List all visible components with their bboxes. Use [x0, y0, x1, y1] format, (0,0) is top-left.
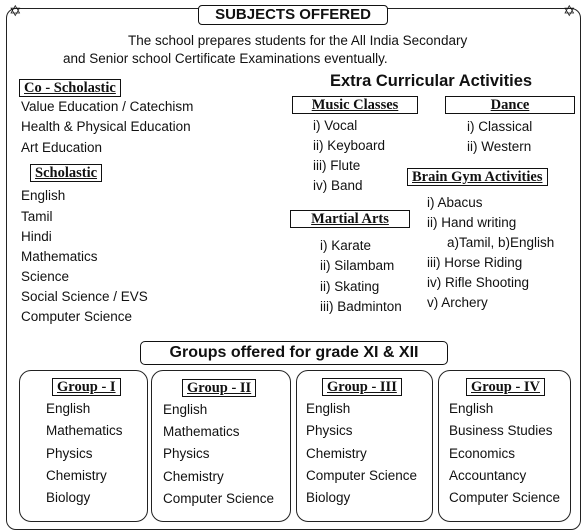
group-4-item: Business Studies: [449, 423, 553, 438]
brain-gym-item: iv) Rifle Shooting: [427, 275, 530, 290]
scholastic-item: Hindi: [21, 229, 52, 244]
group-3-box: [296, 370, 433, 522]
scholastic-item: Science: [21, 269, 70, 284]
group-3-item: Chemistry: [306, 446, 367, 461]
page-title: SUBJECTS OFFERED: [198, 5, 388, 25]
group-1-item: Chemistry: [46, 468, 107, 483]
group-2-box: [151, 370, 291, 522]
left-corner-ornament-icon: ✡: [9, 3, 22, 20]
brain-gym-item: iii) Horse Riding: [427, 255, 523, 270]
co-scholastic-item: Value Education / Catechism: [21, 99, 194, 114]
group-4-item: Economics: [449, 446, 516, 461]
music-item: ii) Keyboard: [313, 138, 386, 153]
martial-arts-item: ii) Silambam: [320, 258, 395, 273]
right-corner-ornament-icon: ✡: [563, 3, 576, 20]
dance-item: i) Classical: [467, 119, 533, 134]
group-2-item: Physics: [163, 446, 210, 461]
groups-title: Groups offered for grade XI & XII: [140, 341, 448, 365]
music-item: iii) Flute: [313, 158, 361, 173]
co-scholastic-item: Art Education: [21, 140, 103, 155]
dance-item: ii) Western: [467, 139, 532, 154]
intro-line-2: and Senior school Certificate Examinations eventually.: [63, 51, 388, 66]
martial-arts-item: ii) Skating: [320, 279, 380, 294]
group-4-box: [438, 370, 571, 522]
scholastic-heading: Scholastic: [30, 164, 102, 182]
group-3-item: English: [306, 401, 351, 416]
brain-gym-item: a)Tamil, b)English: [447, 235, 555, 250]
brain-gym-item: ii) Hand writing: [427, 215, 517, 230]
music-classes-heading: Music Classes: [292, 96, 418, 114]
scholastic-item: Social Science / EVS: [21, 289, 148, 304]
scholastic-item: English: [21, 188, 66, 203]
group-4-item: Computer Science: [449, 490, 561, 505]
group-3-heading: Group - III: [322, 378, 402, 396]
scholastic-item: Mathematics: [21, 249, 98, 264]
martial-arts-heading: Martial Arts: [290, 210, 410, 228]
martial-arts-item: iii) Badminton: [320, 299, 402, 314]
group-2-item: Mathematics: [163, 424, 240, 439]
music-item: iv) Band: [313, 178, 363, 193]
group-4-item: English: [449, 401, 494, 416]
group-1-item: Biology: [46, 490, 91, 505]
extra-curricular-heading: Extra Curricular Activities: [330, 72, 533, 90]
group-2-item: Computer Science: [163, 491, 275, 506]
group-2-heading: Group - II: [182, 379, 256, 397]
intro-line-1: The school prepares students for the All India Secondary: [128, 33, 468, 48]
group-3-item: Computer Science: [306, 468, 418, 483]
music-item: i) Vocal: [313, 118, 358, 133]
martial-arts-item: i) Karate: [320, 238, 372, 253]
group-1-box: [19, 370, 148, 522]
group-2-item: Chemistry: [163, 469, 224, 484]
group-1-item: Physics: [46, 446, 93, 461]
group-2-item: English: [163, 402, 208, 417]
group-1-item: Mathematics: [46, 423, 123, 438]
scholastic-item: Computer Science: [21, 309, 133, 324]
scholastic-item: Tamil: [21, 209, 53, 224]
brain-gym-item: v) Archery: [427, 295, 488, 310]
dance-heading: Dance: [445, 96, 575, 114]
group-1-item: English: [46, 401, 91, 416]
group-4-heading: Group - IV: [466, 378, 545, 396]
group-1-heading: Group - I: [52, 378, 121, 396]
group-3-item: Biology: [306, 490, 351, 505]
co-scholastic-heading: Co - Scholastic: [19, 79, 121, 97]
group-3-item: Physics: [306, 423, 353, 438]
brain-gym-item: i) Abacus: [427, 195, 483, 210]
brain-gym-heading: Brain Gym Activities: [407, 168, 548, 186]
co-scholastic-item: Health & Physical Education: [21, 119, 191, 134]
group-4-item: Accountancy: [449, 468, 527, 483]
